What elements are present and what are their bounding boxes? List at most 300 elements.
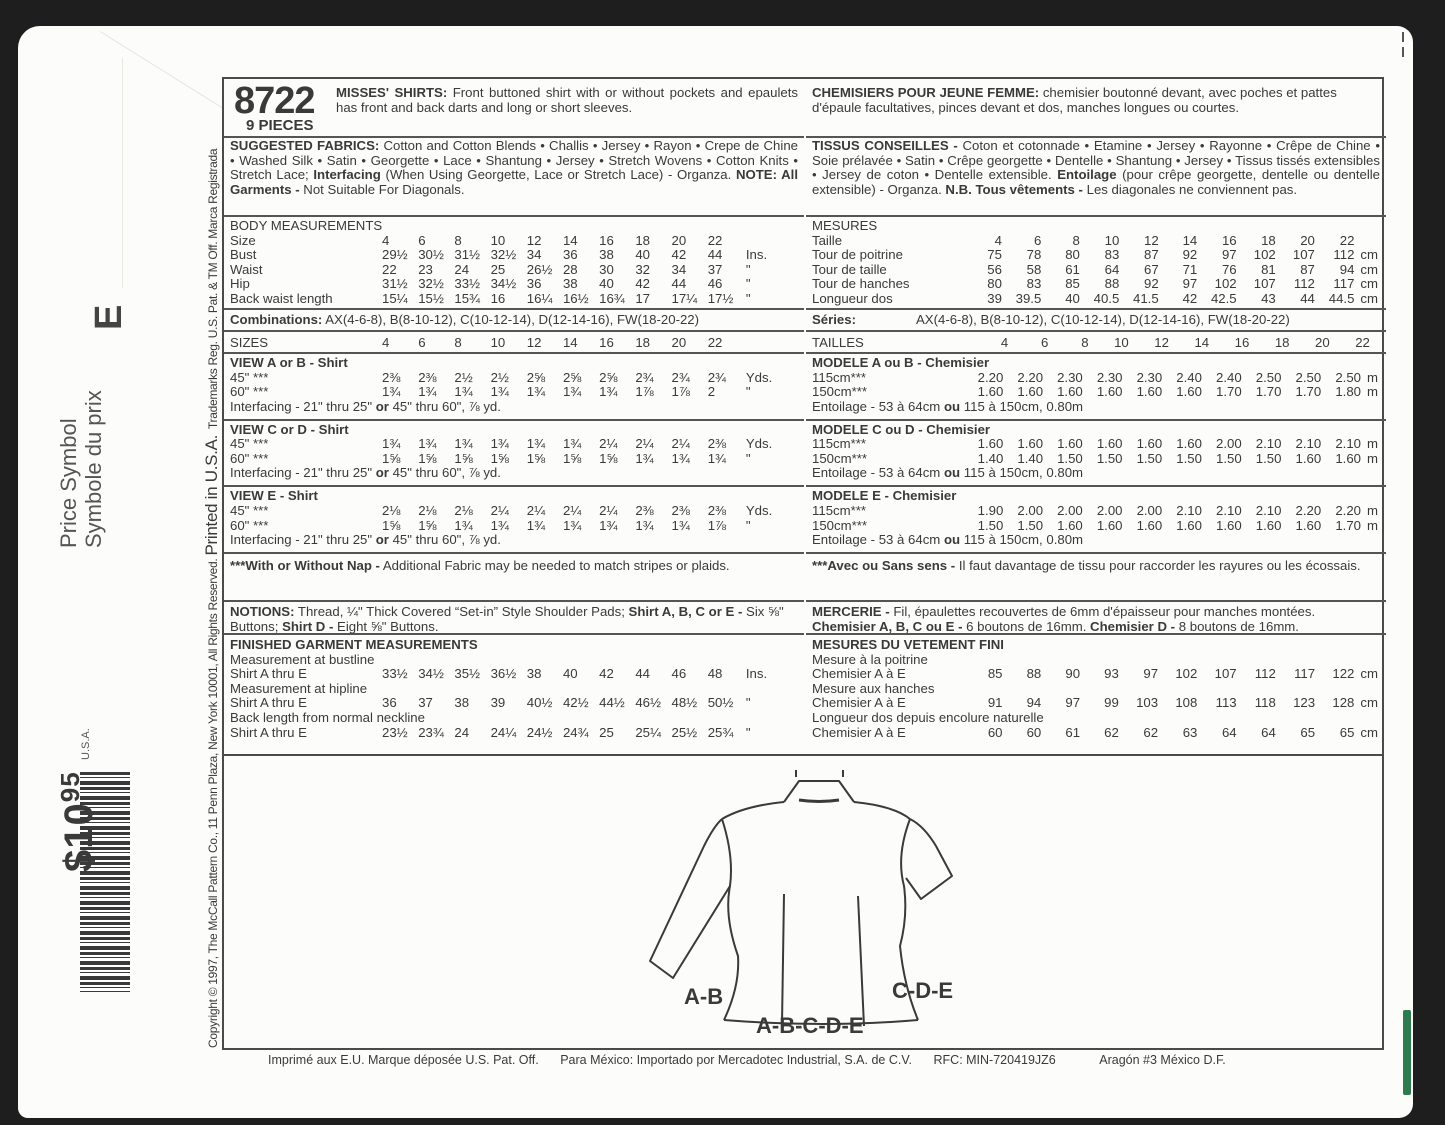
cell-value: 2⅜ <box>635 502 654 518</box>
interfacing-part: or <box>375 465 389 481</box>
cell-value: 12 <box>1144 232 1159 248</box>
interfacing-part: Entoilage - 53 à 64cm <box>812 532 941 548</box>
cell-value: 97 <box>1143 666 1159 682</box>
cell-value: 2.10 <box>1176 502 1202 518</box>
edge-mark <box>1402 47 1404 57</box>
cell-value: 2.10 <box>1295 436 1322 452</box>
cell-value: 2.00 <box>1017 502 1044 518</box>
row-label: 60" *** <box>230 450 269 466</box>
cell-value: 2⅛ <box>454 502 473 518</box>
cell-value: 2½ <box>490 369 509 385</box>
caption: Longueur dos depuis encolure naturelle <box>812 709 1044 725</box>
price-country: U.S.A. <box>80 728 92 760</box>
cell-value: 113 <box>1215 695 1237 711</box>
cell-value: 34½ <box>418 666 444 682</box>
interfacing-part: or <box>375 532 389 548</box>
description-fr: chemisier boutonné devant, avec poches et pattes d'épaule facultatives, pinces devant et dos, manches longues ou courtes. <box>812 85 1337 115</box>
caption-row <box>812 711 1380 726</box>
interfacing-part: 115 à 150cm, 0.80m <box>963 532 1084 548</box>
unit: cm <box>1360 290 1378 306</box>
cell-value: 42 <box>1182 290 1198 306</box>
unit: cm <box>1360 695 1378 711</box>
footer-address: Aragón #3 México D.F. <box>1099 1053 1226 1067</box>
cell-value: 1.60 <box>1096 517 1123 533</box>
cell-value: 1⅝ <box>454 450 473 466</box>
row-label: 115cm*** <box>812 502 866 518</box>
caption: Mesure à la poitrine <box>812 651 928 667</box>
row-label: 45" *** <box>230 436 269 452</box>
cell-value: 2.50 <box>1255 369 1282 385</box>
cell-value: 24¼ <box>490 724 517 740</box>
table-row <box>230 385 798 400</box>
row-label: SIZES <box>230 335 269 350</box>
series-value: AX(4-6-8), B(8-10-12), C(10-12-14), D(12-14-16), FW(18-20-22) <box>916 312 1290 327</box>
cell-value: 16½ <box>562 290 589 306</box>
sizes-table-fr <box>812 336 1380 351</box>
unit: " <box>745 261 751 277</box>
cell-value: 42.5 <box>1210 290 1237 306</box>
cell-value: 16 <box>490 290 506 306</box>
cell-value: 60 <box>1026 724 1042 740</box>
body-measurements-fr <box>806 217 1386 310</box>
cell-value: 4 <box>382 232 390 248</box>
series-label: Séries: <box>812 312 856 327</box>
cell-value: 2¼ <box>635 436 654 452</box>
cell-value: 15¾ <box>454 290 481 306</box>
mercerie-abce-text: 6 boutons de 16mm. <box>966 618 1087 634</box>
cell-value: 62 <box>1104 724 1119 740</box>
cell-value: 1.60 <box>1136 384 1163 400</box>
unit: m <box>1367 517 1378 533</box>
interfacing-part: 115 à 150cm, 0.80m <box>963 465 1084 481</box>
cell-value: 4 <box>382 335 390 350</box>
cell-value: 1.50 <box>1057 450 1083 466</box>
cell-value: 97 <box>1221 247 1237 263</box>
unit: cm <box>1360 261 1378 277</box>
cell-value: 38 <box>526 666 542 682</box>
cell-value: 14 <box>1194 335 1210 350</box>
cell-value: 6 <box>1033 232 1042 248</box>
cell-value: 97 <box>1065 695 1081 711</box>
cell-value: 118 <box>1254 695 1276 711</box>
cell-value: 75 <box>987 247 1002 263</box>
cell-value: 1¾ <box>599 517 618 533</box>
cell-value: 10 <box>490 335 506 350</box>
cell-value: 18 <box>635 232 650 248</box>
interfacing-part: 45" thru 60", ⅞ yd. <box>392 532 501 548</box>
cell-value: 107 <box>1253 276 1276 292</box>
table-row <box>812 726 1380 741</box>
nap-note-fr <box>806 554 1386 602</box>
finished-table-fr <box>812 653 1380 741</box>
row-label: Waist <box>230 261 263 277</box>
fabrics-list-en: Cotton and Cotton Blends • Challis • Jersey • Rayon • Crepe de Chine • Washed Silk • Satin • Georgette • Lace • Shantung • Jersey • Stretch Wovens • Cotton Knits • Stretch Lace; <box>230 138 798 183</box>
cell-value: 2¾ <box>671 369 690 385</box>
cell-value: 1⅝ <box>382 450 401 466</box>
table-row <box>230 667 798 682</box>
cell-value: 15¼ <box>382 290 408 306</box>
yardage-table <box>812 371 1380 400</box>
cell-value: 2.20 <box>1295 502 1322 518</box>
cell-value: 32½ <box>490 247 517 263</box>
cell-value: 10 <box>1104 232 1120 248</box>
cell-value: 2⅝ <box>562 369 582 385</box>
cell-value: 83 <box>1026 276 1042 292</box>
interfacing-text-en: (When Using Georgette, Lace or Stretch Lace) - Organza. <box>385 167 732 183</box>
interfacing-part: Entoilage - 53 à 64cm <box>812 465 941 481</box>
view-title: MODELE A ou B - Chemisier <box>812 355 990 370</box>
cell-value: 87 <box>1144 247 1159 263</box>
table-row <box>812 234 1380 249</box>
cell-value: 103 <box>1136 695 1159 711</box>
cell-value: 2.20 <box>977 369 1004 385</box>
cell-value: 65 <box>1339 724 1355 740</box>
unit: cm <box>1360 276 1378 292</box>
cell-value: 48½ <box>671 695 698 711</box>
title-en: MISSES' SHIRTS: <box>336 85 448 100</box>
cell-value: 32 <box>635 261 650 277</box>
unit: Ins. <box>745 666 768 682</box>
cell-value: 22 <box>1339 232 1355 248</box>
cell-value: 1⅝ <box>599 450 618 466</box>
cell-value: 6 <box>1041 335 1049 350</box>
nap-text-fr: Il faut davantage de tissu pour raccorder les rayures ou les écossais. <box>958 558 1361 573</box>
cell-value: 1.50 <box>1176 450 1202 466</box>
view-title: VIEW C or D - Shirt <box>230 421 349 437</box>
cell-value: 44½ <box>599 695 625 711</box>
cell-value: 24 <box>454 261 470 277</box>
cell-value: 38 <box>454 695 470 711</box>
cell-value: 41.5 <box>1133 290 1159 306</box>
cell-value: 92 <box>1182 247 1198 263</box>
unit: Ins. <box>745 247 768 263</box>
cell-value: 34½ <box>490 276 517 292</box>
cell-value: 50½ <box>707 695 734 711</box>
cell-value: 14 <box>562 335 578 350</box>
row-label: Tour de taille <box>812 261 887 277</box>
table-row <box>230 504 798 519</box>
row-label: 150cm*** <box>812 384 867 400</box>
table-row <box>230 519 798 534</box>
cell-value: 2⅜ <box>707 436 727 452</box>
row-label: 60" *** <box>230 517 269 533</box>
pattern-number: 8722 <box>234 80 315 122</box>
table-row <box>230 437 798 452</box>
cell-value: 48 <box>707 666 723 682</box>
cell-value: 42½ <box>562 695 589 711</box>
cell-value: 1.60 <box>1136 517 1163 533</box>
cell-value: 94 <box>1026 695 1042 711</box>
import-footer <box>268 1053 1244 1067</box>
cell-value: 107 <box>1292 247 1315 263</box>
table-row <box>230 234 798 249</box>
interfacing-part: 45" thru 60", ⅞ yd. <box>392 465 501 481</box>
cell-value: 35½ <box>454 666 481 682</box>
cell-value: 1.70 <box>1335 517 1361 533</box>
view-label-a-b: A-B <box>684 984 724 1009</box>
cell-value: 122 <box>1332 666 1355 682</box>
table-row <box>812 504 1380 519</box>
fabrics-title-fr: TISSUS CONSEILLES - <box>812 138 958 153</box>
notions-shirt-d-label: Shirt D - <box>282 618 334 634</box>
unit: m <box>1367 369 1378 385</box>
cell-value: 112 <box>1254 666 1276 682</box>
cell-value: 1.60 <box>1176 436 1202 452</box>
interfacing-line <box>812 466 1380 481</box>
cell-value: 12 <box>526 232 542 248</box>
cell-value: 1.60 <box>1335 450 1361 466</box>
cell-value: 25 <box>490 261 506 277</box>
cell-value: 12 <box>526 335 542 350</box>
footer-mexico-import: Para México: Importado por Mercadotec Industrial, S.A. de C.V. <box>560 1053 913 1067</box>
caption-row <box>230 682 798 697</box>
row-label: Size <box>230 232 256 248</box>
interfacing-part: Interfacing - 21" thru 25" <box>230 465 373 481</box>
cell-value: 1¾ <box>526 517 546 533</box>
cell-value: 2.10 <box>1335 436 1361 452</box>
cell-value: 20 <box>1300 232 1315 248</box>
cell-value: 108 <box>1175 695 1198 711</box>
cell-value: 93 <box>1104 666 1119 682</box>
cell-value: 1.70 <box>1255 384 1282 400</box>
finished-measurements-en <box>224 635 804 754</box>
cell-value: 22 <box>707 335 723 350</box>
title-fr: CHEMISIERS POUR JEUNE FEMME: <box>812 85 1040 100</box>
cell-value: 36½ <box>490 666 517 682</box>
cell-value: 8 <box>1072 232 1080 248</box>
fabrics-title-en: SUGGESTED FABRICS: <box>230 138 380 153</box>
cell-value: 46 <box>671 666 687 682</box>
unit: m <box>1367 502 1378 518</box>
legal-notice <box>202 149 222 1048</box>
cell-value: 63 <box>1182 724 1198 740</box>
cell-value: 17¼ <box>671 290 698 306</box>
cell-value: 40.5 <box>1093 290 1120 306</box>
combinations-label: Combinations: <box>230 312 323 327</box>
pieces-count: 9 PIECES <box>246 117 314 134</box>
unit <box>744 336 798 351</box>
cell-value: 112 <box>1293 276 1315 292</box>
table-row <box>230 371 798 386</box>
table-row <box>230 336 798 351</box>
interfacing-line <box>812 400 1380 415</box>
row-label: 150cm*** <box>812 517 867 533</box>
cell-value: 117 <box>1333 276 1355 292</box>
cell-value: 40 <box>1065 290 1080 306</box>
cell-value: 28 <box>562 261 578 277</box>
mercerie-d-text: 8 boutons de 16mm. <box>1178 618 1299 634</box>
green-edge-stain <box>1403 1010 1411 1095</box>
cell-value: 25½ <box>671 724 698 740</box>
cell-value: 94 <box>1339 261 1355 277</box>
table-row <box>812 371 1380 386</box>
cell-value: 1¾ <box>562 384 582 400</box>
interfacing-line <box>230 400 798 415</box>
cell-value: 46½ <box>635 695 661 711</box>
header-section-fr <box>806 79 1386 138</box>
caption: Mesure aux hanches <box>812 680 935 696</box>
nap-note-en <box>224 554 804 602</box>
cell-value: 83 <box>1104 247 1120 263</box>
cell-value: 2¼ <box>599 502 618 518</box>
interfacing-part: Interfacing - 21" thru 25" <box>230 532 373 548</box>
cell-value: 44 <box>707 247 723 263</box>
cell-value: 40½ <box>526 695 553 711</box>
cell-value: 24¾ <box>562 724 589 740</box>
interfacing-label-en: Interfacing <box>313 167 381 183</box>
edge-mark <box>1402 32 1404 42</box>
nap-label-en: ***With or Without Nap - <box>230 558 380 573</box>
row-label: 60" *** <box>230 384 269 400</box>
cell-value: 2.30 <box>1057 369 1083 385</box>
finished-measurements-fr <box>806 635 1386 754</box>
interfacing-part: ou <box>943 532 961 548</box>
table-row <box>812 519 1380 534</box>
cell-value: 2.20 <box>1335 502 1361 518</box>
unit: " <box>745 450 751 466</box>
notions-text: Thread, ¼" Thick Covered “Set-in” Style Shoulder Pads; <box>297 604 625 619</box>
table-row <box>812 437 1380 452</box>
table-row <box>230 248 798 263</box>
finished-title-fr: MESURES DU VETEMENT FINI <box>812 637 1004 652</box>
view-label-all: A-B-C-D-E <box>756 1013 864 1038</box>
cell-value: 80 <box>987 276 1002 292</box>
cell-value: 61 <box>1065 724 1081 740</box>
cell-value: 1.60 <box>1255 517 1282 533</box>
cell-value: 1.60 <box>1017 384 1044 400</box>
cell-value: 6 <box>418 232 426 248</box>
cell-value: 1.60 <box>1176 384 1202 400</box>
cell-value: 64 <box>1261 724 1276 740</box>
cell-value: 4 <box>994 232 1002 248</box>
yardage-view-1 <box>224 421 804 488</box>
cell-value: 1.50 <box>1096 450 1123 466</box>
view-label-c-d-e: C-D-E <box>892 978 954 1003</box>
cell-value: 36 <box>562 247 578 263</box>
cell-value: 87 <box>1300 261 1315 277</box>
cell-value: 92 <box>1144 276 1159 292</box>
header-section-en <box>224 79 804 138</box>
mesures-title: MESURES <box>812 218 878 233</box>
unit: " <box>745 290 751 306</box>
cell-value: 42 <box>599 666 614 682</box>
cell-value: 38 <box>599 247 614 263</box>
row-label: Hip <box>230 276 250 292</box>
cell-value: 112 <box>1333 247 1355 263</box>
cell-value: 1¾ <box>490 384 509 400</box>
cell-value: 1¾ <box>454 436 473 452</box>
yardage-table <box>812 437 1380 466</box>
cell-value: 1.60 <box>1017 436 1044 452</box>
cell-value: 2¾ <box>707 369 727 385</box>
cell-value: 29½ <box>382 247 408 263</box>
notions-shirt-abce-label: Shirt A, B, C or E - <box>628 604 743 619</box>
cell-value: 22 <box>1355 335 1370 350</box>
cell-value: 1.90 <box>977 502 1004 518</box>
price-tag <box>57 771 102 872</box>
cell-value: 1.60 <box>1295 450 1322 466</box>
table-row <box>230 263 798 278</box>
cell-value: 2¼ <box>562 502 582 518</box>
cell-value: 1¾ <box>418 436 437 452</box>
cell-value: 2⅝ <box>526 369 546 385</box>
cell-value: 17 <box>635 290 650 306</box>
cell-value: 39 <box>490 695 506 711</box>
caption-row <box>812 653 1380 668</box>
unit: " <box>745 695 751 711</box>
body-measurements-table-en <box>230 234 798 307</box>
trademark-text: Trademarks Reg. U.S. Pat. & TM Off. Marca Registrada <box>206 148 220 430</box>
cell-value: 1.60 <box>1136 436 1163 452</box>
interfacing-text-fr: (pour crêpe georgette, dentelle ou dentelle extensible) - Organza. <box>812 167 1381 197</box>
cell-value: 2.10 <box>1255 436 1282 452</box>
copyright-text: Copyright © 1997, The McCall Pattern Co., 11 Penn Plaza, New York 10001, All Rights Reserved. <box>206 558 220 1048</box>
yardage-table <box>812 504 1380 533</box>
nap-label-fr: ***Avec ou Sans sens - <box>812 558 956 573</box>
cell-value: 88 <box>1104 276 1120 292</box>
cell-value: 31½ <box>454 247 481 263</box>
interfacing-part: Entoilage - 53 à 64cm <box>812 398 941 414</box>
cell-value: 1⅝ <box>382 517 401 533</box>
cell-value: 1¾ <box>454 384 473 400</box>
row-label: 115cm*** <box>812 369 866 385</box>
yardage-table <box>230 437 798 466</box>
table-row <box>812 263 1380 278</box>
unit <box>1374 336 1380 351</box>
yardage-table <box>230 504 798 533</box>
cell-value: 1¾ <box>599 384 618 400</box>
cell-value: 37 <box>707 261 723 277</box>
cell-value: 2.00 <box>1136 502 1163 518</box>
cell-value: 16 <box>1234 335 1250 350</box>
pattern-info-box <box>222 77 1384 1050</box>
cell-value: 1⅝ <box>418 517 437 533</box>
caption-row <box>230 653 798 668</box>
interfacing-part: ou <box>943 398 961 414</box>
cell-value: 1⅞ <box>707 517 727 533</box>
cell-value: 33½ <box>454 276 481 292</box>
interfacing-part: ou <box>943 465 961 481</box>
description-en <box>336 86 798 115</box>
cell-value: 2 <box>707 384 716 400</box>
cell-value: 42 <box>671 247 687 263</box>
cell-value: 2.20 <box>1017 369 1044 385</box>
fabrics-section-fr <box>806 138 1386 217</box>
cell-value: 4 <box>1000 335 1009 350</box>
cell-value: 67 <box>1144 261 1159 277</box>
cell-value: 1⅝ <box>562 450 582 466</box>
cell-value: 16 <box>599 335 614 350</box>
cell-value: 14 <box>1182 232 1198 248</box>
cell-value: 1.50 <box>1136 450 1163 466</box>
interfacing-part: 115 à 150cm, 0.80m <box>963 398 1084 414</box>
table-row <box>812 667 1380 682</box>
caption: Measurement at bustline <box>230 651 375 667</box>
cell-value: 40 <box>562 666 578 682</box>
view-title: VIEW E - Shirt <box>230 488 318 504</box>
unit <box>744 234 798 249</box>
cell-value: 99 <box>1104 695 1119 711</box>
cell-value: 16 <box>1221 232 1237 248</box>
row-label: Shirt A thru E <box>230 695 307 711</box>
cell-value: 1.60 <box>977 436 1004 452</box>
interfacing-line <box>230 533 798 548</box>
unit: Yds. <box>745 502 773 518</box>
cell-value: 117 <box>1294 666 1316 682</box>
cell-value: 1¾ <box>671 517 690 533</box>
table-row <box>812 452 1380 467</box>
cell-value: 33½ <box>382 666 408 682</box>
